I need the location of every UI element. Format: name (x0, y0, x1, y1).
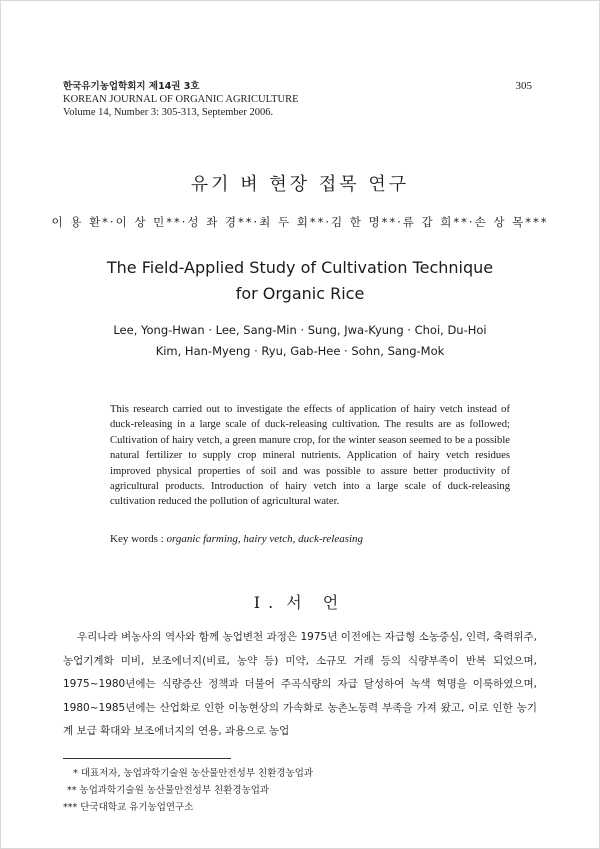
footnote-rule (63, 758, 231, 759)
footnote-1: * 대표저자, 농업과학기술원 농산물안전성부 친환경농업과 (73, 768, 314, 779)
body-text (63, 626, 537, 744)
keywords-value: organic farming, hairy vetch, duck-releasing (166, 533, 364, 545)
title-english (0, 255, 600, 307)
journal-name-korean: 한국유기농업학회지 제14권 3호 (63, 81, 200, 92)
keywords-label: Key words : (110, 533, 167, 545)
authors-english-line: Kim, Han-Myeng · Ryu, Gab-Hee · Sohn, Sang-Mok (155, 344, 445, 358)
authors-english (0, 320, 600, 362)
section-number: I. (253, 593, 282, 612)
journal-name-english: KOREAN JOURNAL OF ORGANIC AGRICULTURE (63, 94, 299, 105)
keywords (110, 533, 363, 545)
abstract: This research carried out to investigate the effects of application of hairy vetch instead of duck-releasing in a large scale of duck-releasing cultivation. The results are as followed; Cultivation of hairy vetch, a green manure crop, for the winter season seemed to be a possible natural fertilizer to supply crop mineral nutrients. Application of hairy vetch residues improved physical properties of soil and was possible to assure better productivity of agricultural products. Introduction of hairy vetch into a large scale of duck-releasing cultivation reduced the pollution of agricultural water. (110, 404, 510, 508)
body-paragraph: 우리나라 벼농사의 역사와 함께 농업변천 과정은 1975년 이전에는 자급형 소농중심, 인력, 축력위주, 농업기계화 미비, 보조에너지(비료, 농약 등) 미약, 소규모 거래 등의 식량부족이 반복 되었으며, 1975~1980년에는 식량증산 정책과 더불어 주곡식량의 자급 달성하여 녹색 혁명을 이룩하였으며, 1980~1985년에는 산업화로 인한 이농현상의 가속화로 농촌노동력 부족을 가져 왔고, 이로 인한 농기계 보급 확대와 보조에너지의 연용, 과용으로 농업 (63, 631, 537, 737)
footnotes (63, 765, 313, 816)
footnote-3: *** 단국대학교 유기농업연구소 (63, 802, 194, 813)
section-heading (0, 590, 600, 613)
authors-korean: 이 용 환*·이 상 민**·성 좌 경**·최 두 회**·김 한 명**·류 갑 희**·손 상 목*** (51, 215, 549, 229)
journal-header (63, 80, 299, 119)
title-korean: 유기 벼 현장 접목 연구 (190, 174, 410, 195)
footnote-2: ** 농업과학기술원 농산물안전성부 친환경농업과 (67, 785, 270, 796)
authors-english-line: Lee, Yong-Hwan · Lee, Sang-Min · Sung, Jwa-Kyung · Choi, Du-Hoi (113, 323, 487, 337)
title-english-line: for Organic Rice (235, 284, 365, 303)
section-title: 서 언 (286, 593, 347, 612)
page-number: 305 (515, 80, 532, 92)
journal-volume-line: Volume 14, Number 3: 305-313, September 2006. (63, 107, 274, 118)
title-english-line: The Field-Applied Study of Cultivation Technique (106, 258, 494, 277)
